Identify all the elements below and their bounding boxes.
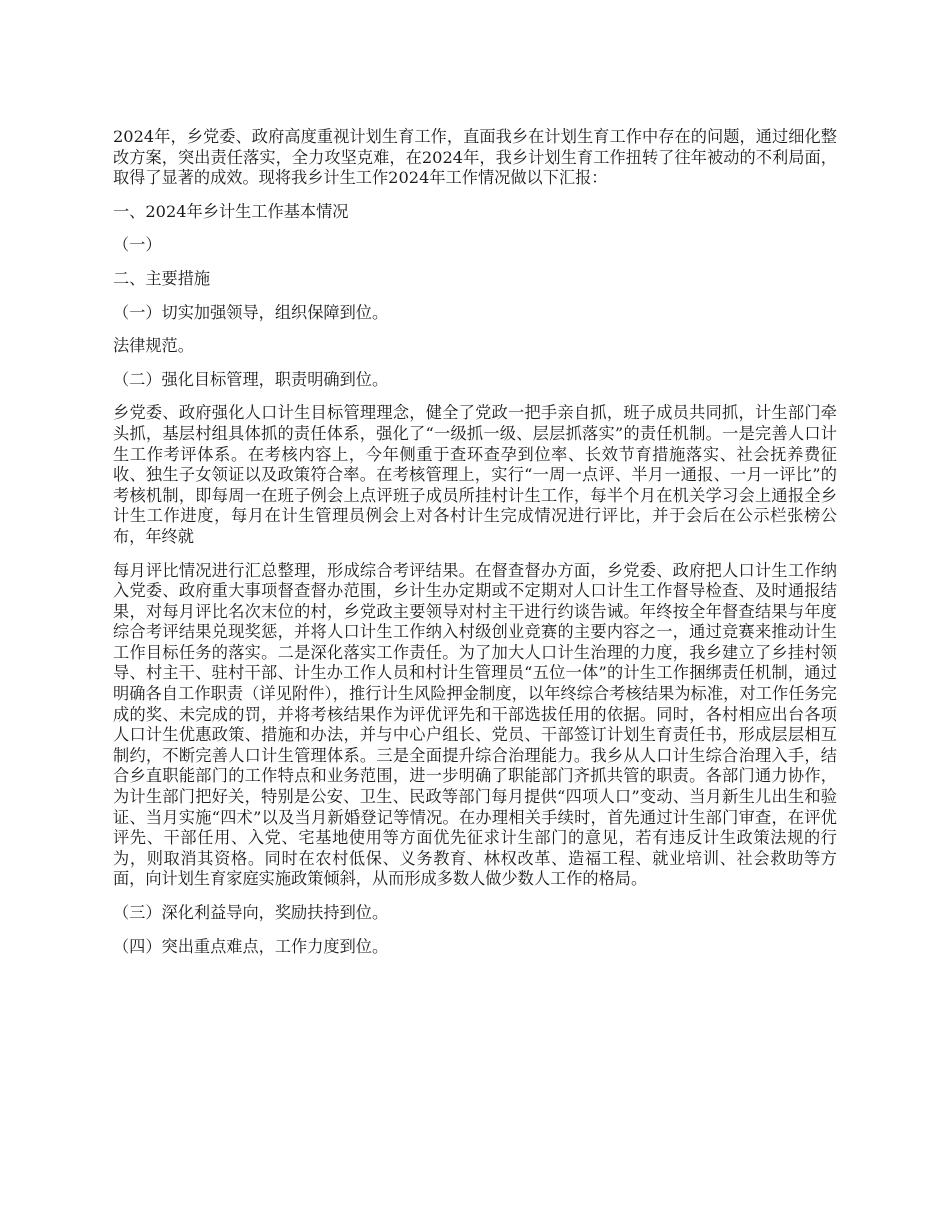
measure-3-heading: （三）深化利益导向，奖励扶持到位。: [113, 903, 389, 922]
measure-4-heading: （四）突出重点难点，工作力度到位。: [113, 936, 389, 956]
measure-2-heading: （二）强化目标管理，职责明确到位。: [113, 369, 389, 389]
section-2-heading: 二、主要措施: [113, 268, 211, 288]
section-1-heading: 一、2024年乡计生工作基本情况: [113, 201, 349, 221]
intro-paragraph: 2024年，乡党委、政府高度重视计划生育工作，直面我乡在计划生育工作中存在的问题，通过细化整改方案，突出责任落实，全力攻坚克难，在2024年，我乡计划生育工作扭转了往年被动的不利局面，取得了显著的成效。现将我乡计生工作2024年工作情况做以下汇报：: [113, 127, 837, 188]
measure-2-body-part-1: 乡党委、政府强化人口计生目标管理理念，健全了党政一把手亲自抓，班子成员共同抓，计生部门牵头抓，基层村组具体抓的责任体系，强化了“一级抓一级、层层抓落实”的责任机制。一是完善人口计生工作考评体系。在考核内容上，今年侧重于查环查孕到位率、长效节育措施落实、社会抚养费征收、独生子女领证以及政策符合率。在考核管理上，实行“一周一点评、半月一通报、一月一评比”的考核机制，即每周一在班子例会上点评班子成员所挂村计生工作，每半个月在机关学习会上通报全乡计生工作进度，每月在计生管理员例会上对各村计生完成情况进行评比，并于会后在公示栏张榜公布，年终就: [113, 403, 837, 546]
measure-2-body-part-2: 每月评比情况进行汇总整理，形成综合考评结果。在督查督办方面，乡党委、政府把人口计生工作纳入党委、政府重大事项督查督办范围，乡计生办定期或不定期对人口计生工作督导检查、及时通报结果，对每月评比名次末位的村，乡党政主要领导对村主干进行约谈告诫。年终按全年督查结果与年度综合考评结果兑现奖惩，并将人口计生工作纳入村级创业竞赛的主要内容之一，通过竞赛来推动计生工作目标任务的落实。二是深化落实工作责任。为了加大人口计生治理的力度，我乡建立了乡挂村领导、村主干、驻村干部、计生办工作人员和村计生管理员“五位一体”的计生工作捆绑责任机制，通过明确各自工作职责（详见附件），推行计生风险押金制度，以年终综合考核结果为标准，对工作任务完成的奖、未完成的罚，并将考核结果作为评优评先和干部选拔任用的依据。同时，各村相应出台各项人口计生优惠政策、措施和办法，并与中心户组长、党员、干部签订计划生育责任书，形成层层相互制约，不断完善人口计生管理体系。三是全面提升综合治理能力。我乡从人口计生综合治理入手，结合乡直职能部门的工作特点和业务范围，进一步明确了职能部门齐抓共管的职责。各部门通力协作，为计生部门把好关，特别是公安、卫生、民政等部门每月提供“四项人口”变动、当月新生儿出生和验证、当月实施“四术”以及当月新婚登记等情况。在办理相关手续时，首先通过计生部门审查，在评优评先、干部任用、入党、宅基地使用等方面优先征求计生部门的意见，若有违反计生政策法规的行为，则取消其资格。同时在农村低保、义务教育、林权改革、造福工程、就业培训、社会救助等方面，向计划生育家庭实施政策倾斜，从而形成多数人做少数人工作的格局。: [113, 560, 837, 889]
section-1-subheading: （一）: [113, 235, 162, 255]
document-page: [113, 127, 837, 970]
measure-1-heading: （一）切实加强领导，组织保障到位。: [113, 302, 389, 322]
measure-1-body: 法律规范。: [113, 336, 194, 356]
